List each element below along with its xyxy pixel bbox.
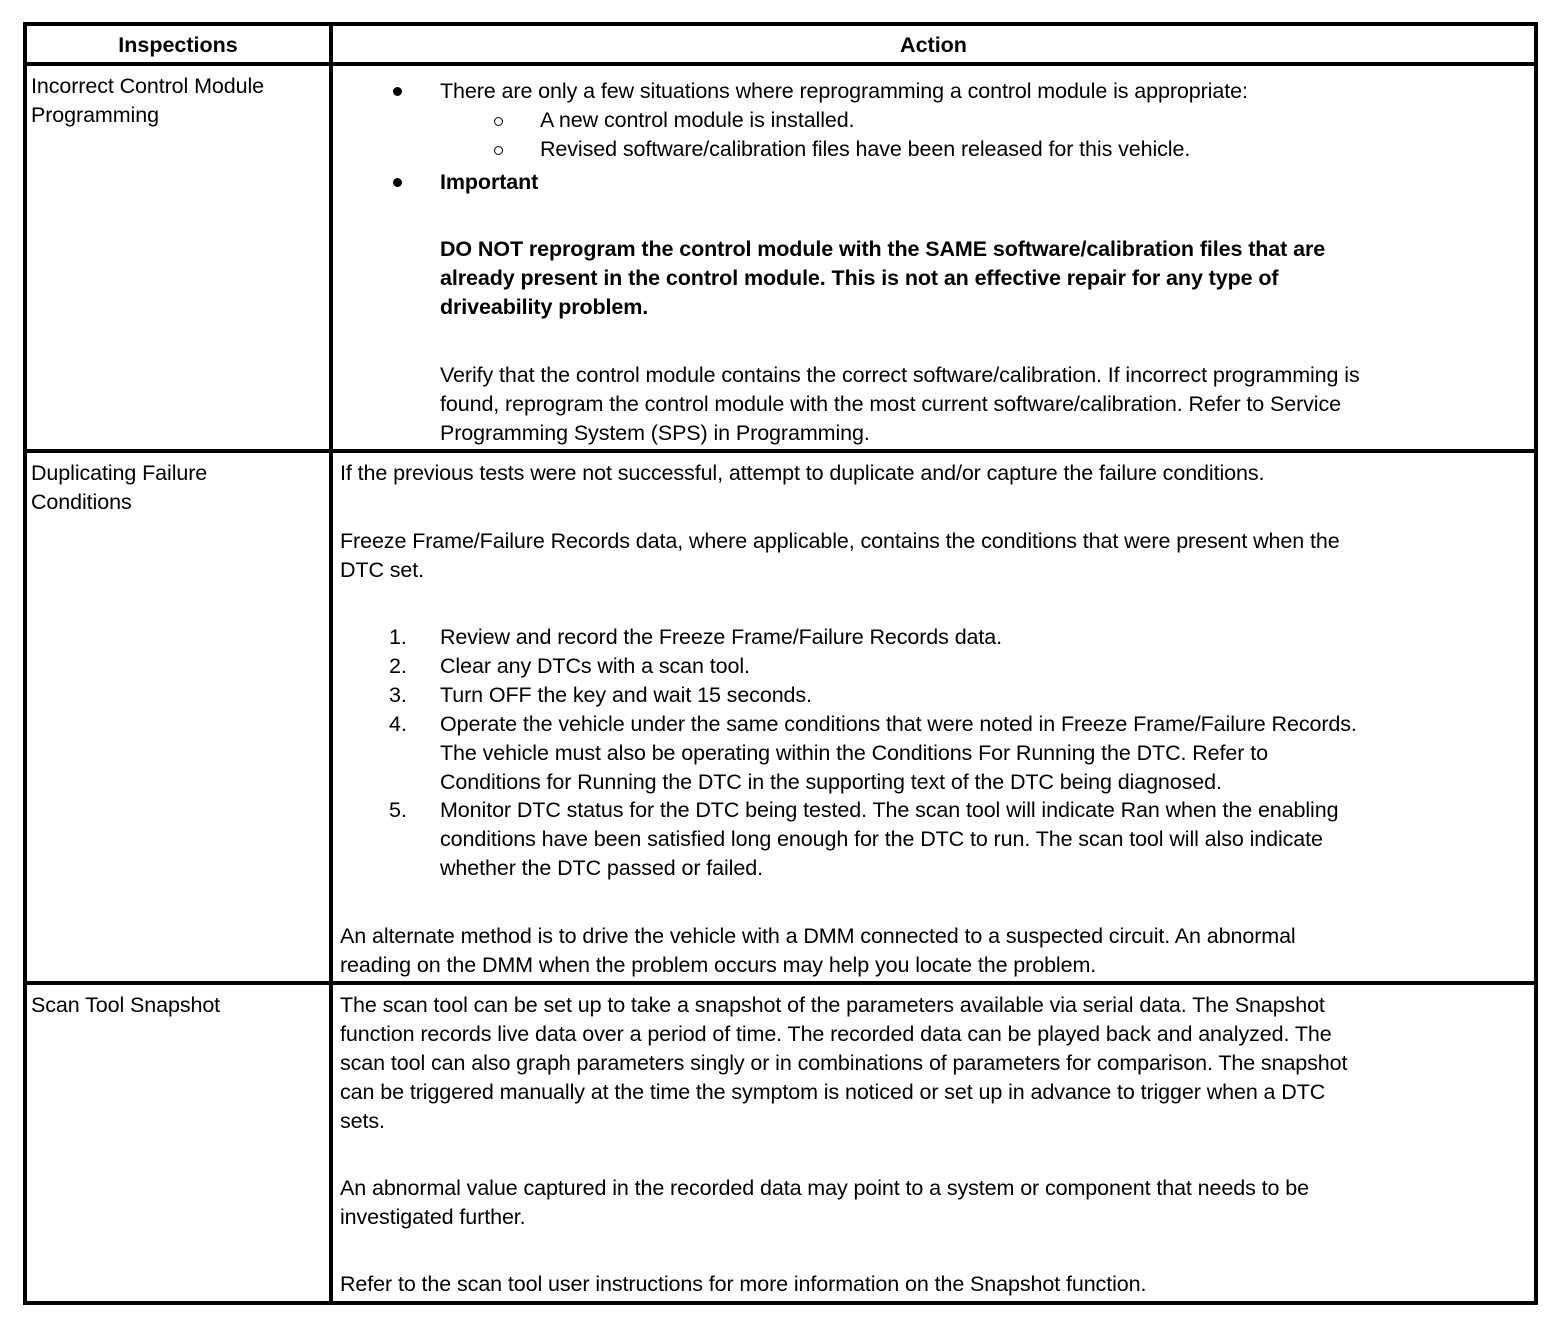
step-text: conditions have been satisfied long enough for the DTC to run. The scan tool will also indicate — [440, 827, 1323, 851]
bullet-text: There are only a few situations where reprogramming a control module is appropriate: — [440, 79, 1248, 103]
header-inspections: Inspections — [118, 33, 238, 57]
abnormal-line: An abnormal value captured in the recorded data may point to a system or component that needs to be — [340, 1176, 1309, 1200]
step-text: Conditions for Running the DTC in the supporting text of the DTC being diagnosed. — [440, 770, 1222, 794]
intro-text: If the previous tests were not successful, attempt to duplicate and/or capture the failure conditions. — [340, 461, 1265, 485]
inspection-label-line2: Conditions — [31, 490, 132, 514]
step-text: whether the DTC passed or failed. — [440, 856, 763, 880]
row-divider-2 — [23, 981, 1538, 985]
step-number: 3. — [389, 683, 407, 707]
snapshot-line: can be triggered manually at the time the symptom is noticed or set up in advance to trigger when a DTC — [340, 1080, 1326, 1104]
snapshot-line: scan tool can also graph parameters singly or in combinations of parameters for comparison. The snapshot — [340, 1051, 1348, 1075]
snapshot-line: function records live data over a period of time. The recorded data can be played back and analyzed. The — [340, 1022, 1332, 1046]
column-divider — [329, 22, 333, 1305]
refer-line: Refer to the scan tool user instructions for more information on the Snapshot function. — [340, 1272, 1147, 1296]
step-text: The vehicle must also be operating within the Conditions For Running the DTC. Refer to — [440, 741, 1268, 765]
header-divider — [23, 62, 1538, 66]
step-number: 4. — [389, 712, 407, 736]
important-label: Important — [440, 170, 539, 194]
inspection-label-line2: Programming — [31, 103, 159, 127]
step-text: Review and record the Freeze Frame/Failure Records data. — [440, 625, 1003, 649]
step-text: Monitor DTC status for the DTC being tested. The scan tool will indicate Ran when the enabling — [440, 798, 1339, 822]
inspection-label-line1: Scan Tool Snapshot — [31, 993, 221, 1017]
warning-line: DO NOT reprogram the control module with the SAME software/calibration files that are — [440, 237, 1326, 261]
row-divider-1 — [23, 449, 1538, 453]
bullet-icon — [393, 178, 402, 187]
step-text: Operate the vehicle under the same conditions that were noted in Freeze Frame/Failure Records. — [440, 712, 1357, 736]
alternate-line: An alternate method is to drive the vehicle with a DMM connected to a suspected circuit. An abnormal — [340, 924, 1296, 948]
freeze-line: DTC set. — [340, 558, 425, 582]
inspection-label-line1: Duplicating Failure — [31, 461, 208, 485]
freeze-line: Freeze Frame/Failure Records data, where applicable, contains the conditions that were present when the — [340, 529, 1340, 553]
header-action: Action — [900, 33, 967, 57]
step-number: 2. — [389, 654, 407, 678]
sub-bullet-text: A new control module is installed. — [540, 108, 855, 132]
verify-line: Verify that the control module contains the correct software/calibration. If incorrect programming is — [440, 363, 1360, 387]
abnormal-line: investigated further. — [340, 1205, 526, 1229]
step-number: 5. — [389, 798, 407, 822]
warning-line: driveability problem. — [440, 295, 649, 319]
alternate-line: reading on the DMM when the problem occurs may help you locate the problem. — [340, 953, 1097, 977]
sub-bullet-text: Revised software/calibration files have been released for this vehicle. — [540, 137, 1191, 161]
snapshot-line: The scan tool can be set up to take a snapshot of the parameters available via serial data. The Snapshot — [340, 993, 1325, 1017]
sub-bullet-icon — [494, 117, 503, 126]
step-number: 1. — [389, 625, 407, 649]
sub-bullet-icon — [494, 146, 503, 155]
snapshot-line: sets. — [340, 1109, 385, 1133]
bullet-icon — [393, 87, 402, 96]
inspection-label-line1: Incorrect Control Module — [31, 74, 265, 98]
verify-line: Programming System (SPS) in Programming. — [440, 421, 870, 445]
verify-line: found, reprogram the control module with the most current software/calibration. Refer to Service — [440, 392, 1341, 416]
inspections-table — [23, 22, 1538, 1305]
warning-line: already present in the control module. This is not an effective repair for any type of — [440, 266, 1279, 290]
step-text: Turn OFF the key and wait 15 seconds. — [440, 683, 812, 707]
step-text: Clear any DTCs with a scan tool. — [440, 654, 750, 678]
